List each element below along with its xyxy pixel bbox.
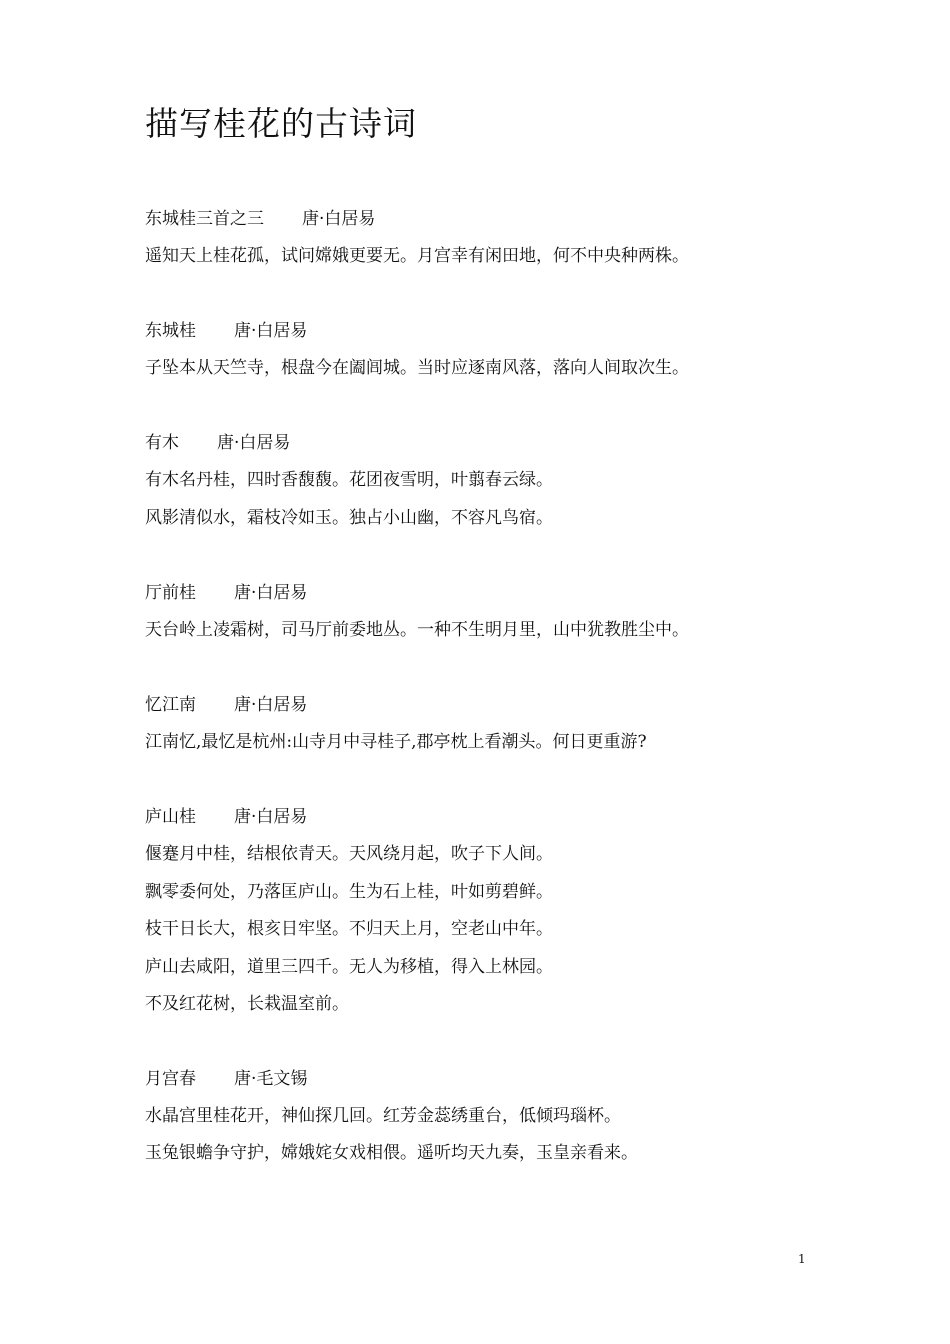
poem-heading [145,693,307,717]
poem-heading [145,207,375,231]
poem-title: 有木 [145,433,179,453]
poem-line: 有木名丹桂，四时香馥馥。花团夜雪明，叶翦春云绿。 [145,470,553,490]
poem-author: 唐·白居易 [234,583,308,603]
poem-line: 不及红花树，长栽温室前。 [145,994,349,1014]
poem-author: 唐·白居易 [234,807,308,827]
poem-title: 忆江南 [145,695,196,715]
poem-line: 遥知天上桂花孤，试问嫦娥更要无。月宫幸有闲田地，何不中央种两株。 [145,246,689,266]
poem-heading [145,805,307,829]
poem-line: 水晶宫里桂花开，神仙探几回。红芳金蕊绣重台，低倾玛瑙杯。 [145,1106,621,1126]
poem-heading [145,581,307,605]
poem-author: 唐·毛文锡 [234,1069,308,1089]
poem-title: 厅前桂 [145,583,196,603]
poem-author: 唐·白居易 [302,209,376,229]
poem-title: 东城桂 [145,321,196,341]
poem-line: 风影清似水，霜枝冷如玉。独占小山幽，不容凡鸟宿。 [145,508,553,528]
poem-heading [145,319,307,343]
poem-title: 东城桂三首之三 [145,209,264,229]
poem-author: 唐·白居易 [234,695,308,715]
poem-author: 唐·白居易 [234,321,308,341]
poem-line: 偃蹇月中桂，结根依青天。天风绕月起，吹子下人间。 [145,844,553,864]
poem-title: 月宫春 [145,1069,196,1089]
poem-heading [145,1067,307,1091]
poem-author: 唐·白居易 [217,433,291,453]
poem-line: 子坠本从天竺寺，根盘今在阖闾城。当时应逐南风落，落向人间取次生。 [145,358,689,378]
poem-heading [145,431,290,455]
document-title: 描写桂花的古诗词 [145,104,417,143]
poem-line: 天台岭上凌霜树，司马厅前委地丛。一种不生明月里，山中犹教胜尘中。 [145,620,689,640]
poem-line: 庐山去咸阳，道里三四千。无人为移植，得入上林园。 [145,957,553,977]
poem-line: 飘零委何处，乃落匡庐山。生为石上桂，叶如剪碧鲜。 [145,882,553,902]
poem-line: 枝干日长大，根亥日牢坚。不归天上月，空老山中年。 [145,919,553,939]
poem-line: 玉兔银蟾争守护，嫦娥姹女戏相偎。遥听均天九奏，玉皇亲看来。 [145,1143,638,1163]
page-number: 1 [798,1252,806,1266]
poem-title: 庐山桂 [145,807,196,827]
poem-line: 江南忆,最忆是杭州:山寺月中寻桂子,郡亭枕上看潮头。何日更重游? [145,732,647,752]
